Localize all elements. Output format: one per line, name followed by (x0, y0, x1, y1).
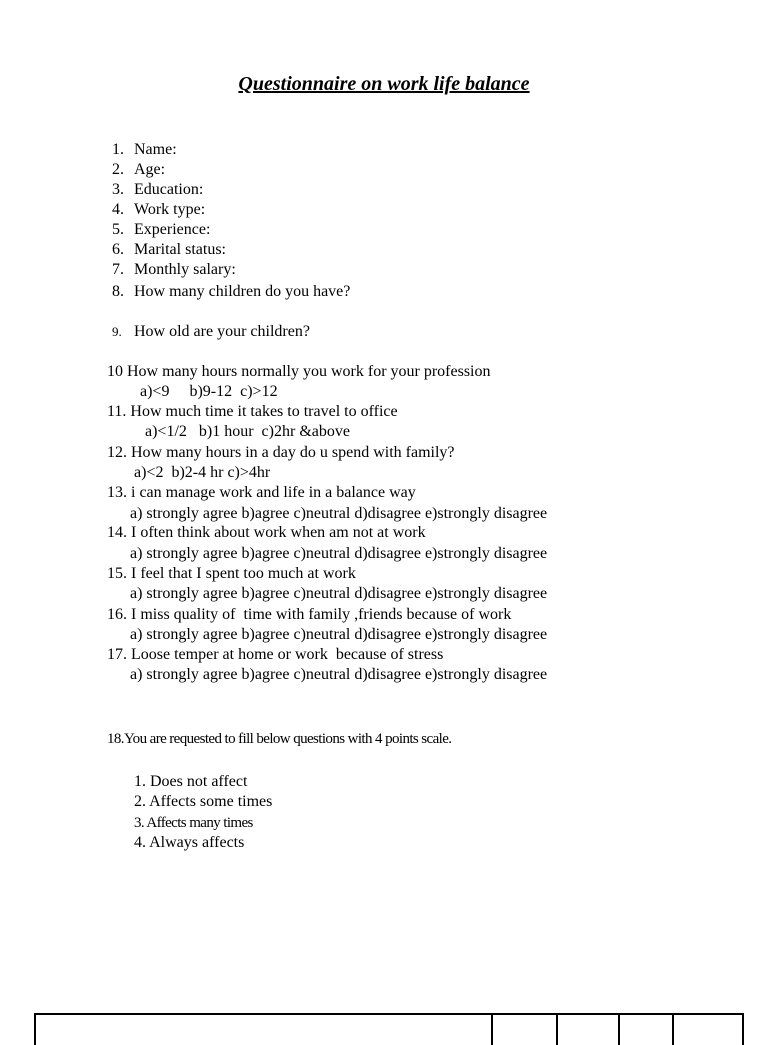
table-divider (491, 1015, 493, 1045)
list-item: 2. Age: (112, 161, 166, 178)
page-title: Questionnaire on work life balance (238, 73, 530, 95)
list-item: 6. Marital status: (112, 241, 226, 258)
question-14-options: a) strongly agree b)agree c)neutral d)disagree e)strongly disagree (130, 545, 548, 562)
question-12-options: a)<2 b)2-4 hr c)>4hr (134, 464, 271, 481)
question-16-options: a) strongly agree b)agree c)neutral d)disagree e)strongly disagree (130, 626, 548, 643)
table-divider (618, 1015, 620, 1045)
question-15: 15. I feel that I spent too much at work (107, 565, 356, 582)
table-divider (556, 1015, 558, 1045)
scale-item: 1. Does not affect (134, 773, 248, 790)
rating-table (34, 1013, 744, 1045)
question-12: 12. How many hours in a day do u spend with family? (107, 444, 455, 461)
list-item: 4. Work type: (112, 201, 206, 218)
question-16: 16. I miss quality of time with family ,friends because of work (107, 606, 512, 623)
question-11: 11. How much time it takes to travel to office (107, 403, 398, 420)
question-13: 13. i can manage work and life in a balance way (107, 484, 416, 501)
list-item: 5. Experience: (112, 221, 211, 238)
list-item: 7. Monthly salary: (112, 261, 236, 278)
list-item: 1. Name: (112, 141, 177, 158)
list-item: 3. Education: (112, 181, 204, 198)
question-11-options: a)<1/2 b)1 hour c)2hr &above (145, 423, 350, 440)
question-10: 10 How many hours normally you work for your profession (107, 363, 491, 380)
question-18: 18.You are requested to fill below questions with 4 points scale. (107, 731, 452, 747)
question-14: 14. I often think about work when am not at work (107, 524, 426, 541)
table-divider (672, 1015, 674, 1045)
question-9: 9. How old are your children? (112, 323, 310, 340)
scale-item: 3. Affects many times (134, 815, 253, 831)
question-15-options: a) strongly agree b)agree c)neutral d)disagree e)strongly disagree (130, 585, 548, 602)
question-13-options: a) strongly agree b)agree c)neutral d)disagree e)strongly disagree (130, 505, 548, 522)
question-17-options: a) strongly agree b)agree c)neutral d)disagree e)strongly disagree (130, 666, 548, 683)
list-item: 8. How many children do you have? (112, 283, 351, 300)
scale-item: 2. Affects some times (134, 793, 273, 810)
question-10-options: a)<9 b)9-12 c)>12 (140, 383, 278, 400)
scale-item: 4. Always affects (134, 834, 245, 851)
question-17: 17. Loose temper at home or work because of stress (107, 646, 444, 663)
